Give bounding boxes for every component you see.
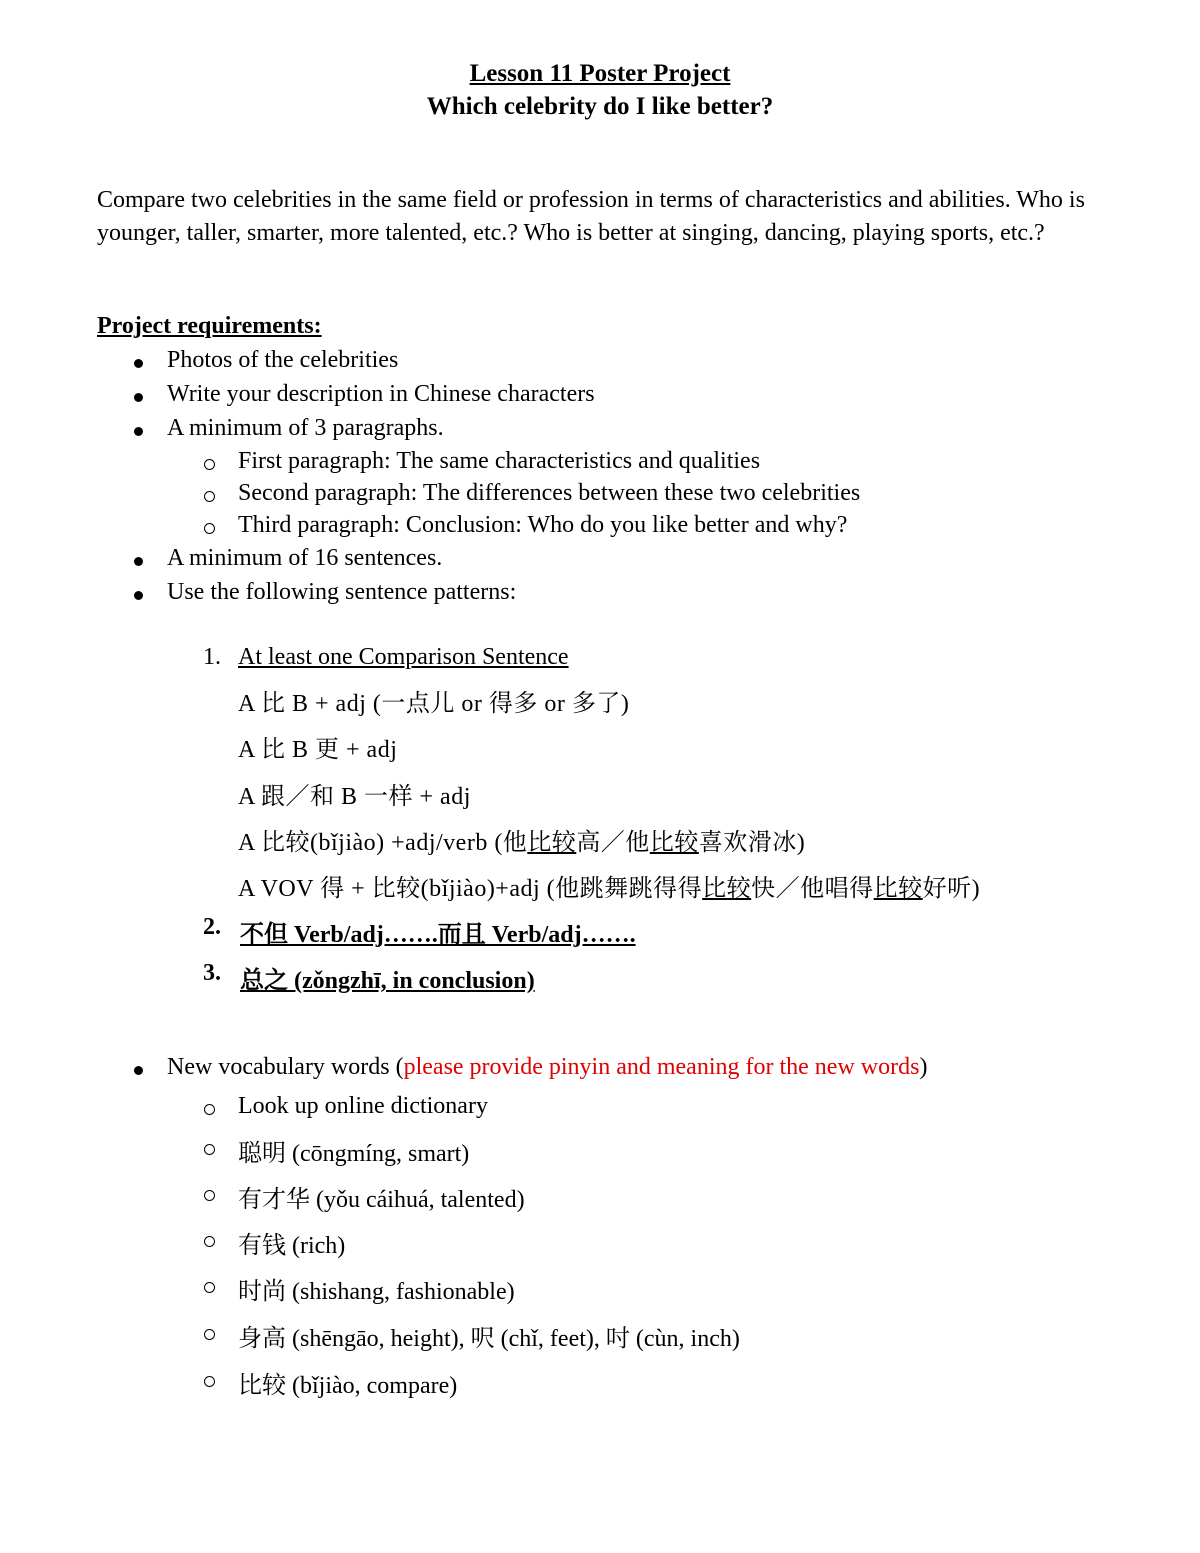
paragraph-item: Second paragraph: The differences between these two celebrities (238, 480, 861, 506)
circle-bullet-icon (204, 1329, 215, 1340)
pattern-heading: 总之 (zǒngzhī, in conclusion) (240, 968, 535, 994)
circle-bullet-icon (204, 1282, 215, 1293)
circle-bullet-icon (204, 523, 215, 534)
circle-bullet-icon (204, 1190, 215, 1201)
pattern-line: A VOV 得 + 比较(bǐjiào)+adj (他跳舞跳得得比较快／他唱得比较好听) (238, 876, 981, 902)
pattern-heading: 不但 Verb/adj…….而且 Verb/adj……. (240, 922, 636, 948)
page-subtitle: Which celebrity do I like better? (426, 93, 774, 120)
pattern-number: 2. (203, 914, 221, 940)
vocab-item: 身高 (shēngāo, height), 呎 (chǐ, feet), 吋 (cùn, inch) (238, 1326, 740, 1352)
bullet-icon (134, 557, 143, 566)
bullet-icon (134, 393, 143, 402)
pattern-heading: At least one Comparison Sentence (238, 644, 569, 670)
paragraph-item: Third paragraph: Conclusion: Who do you like better and why? (238, 512, 848, 538)
pattern-line: A 跟／和 B 一样 + adj (238, 784, 471, 810)
bullet-icon (134, 359, 143, 368)
vocab-item: 有才华 (yǒu cáihuá, talented) (238, 1187, 525, 1213)
circle-bullet-icon (204, 1376, 215, 1387)
circle-bullet-icon (204, 459, 215, 470)
pattern-line: A 比较(bǐjiào) +adj/verb (他比较高／他比较喜欢滑冰) (238, 830, 806, 856)
bullet-icon (134, 427, 143, 436)
bullet-icon (134, 1066, 143, 1075)
paragraph-item: First paragraph: The same characteristics and qualities (238, 448, 761, 474)
pattern-line: A 比 B + adj (一点儿 or 得多 or 多了) (238, 691, 630, 717)
circle-bullet-icon (204, 1236, 215, 1247)
pattern-number: 3. (203, 960, 221, 986)
intro-paragraph: Compare two celebrities in the same field or profession in terms of characteristics and abilities. Who is younger, taller, smarter, more talented, etc.? Who is better at singing, dancing, playing sports, etc.? (97, 187, 1085, 246)
vocab-item: 聪明 (cōngmíng, smart) (238, 1141, 470, 1167)
pattern-number: 1. (203, 644, 221, 670)
pattern-line: A 比 B 更 + adj (238, 737, 398, 763)
requirements-heading: Project requirements: (97, 313, 322, 339)
vocab-item: 有钱 (rich) (238, 1233, 346, 1259)
requirement-item: Use the following sentence patterns: (167, 579, 517, 605)
requirement-item: Write your description in Chinese characters (167, 381, 595, 407)
circle-bullet-icon (204, 491, 215, 502)
vocab-heading: New vocabulary words (please provide pinyin and meaning for the new words) (167, 1054, 928, 1080)
vocab-item: 时尚 (shishang, fashionable) (238, 1279, 515, 1305)
requirement-item: A minimum of 3 paragraphs. (167, 415, 444, 441)
vocab-item: 比较 (bǐjiào, compare) (238, 1373, 458, 1399)
requirement-item: Photos of the celebrities (167, 347, 399, 373)
page-title: Lesson 11 Poster Project (469, 60, 731, 87)
circle-bullet-icon (204, 1144, 215, 1155)
vocab-item: Look up online dictionary (238, 1093, 488, 1119)
requirement-item: A minimum of 16 sentences. (167, 545, 443, 571)
circle-bullet-icon (204, 1104, 215, 1115)
bullet-icon (134, 591, 143, 600)
